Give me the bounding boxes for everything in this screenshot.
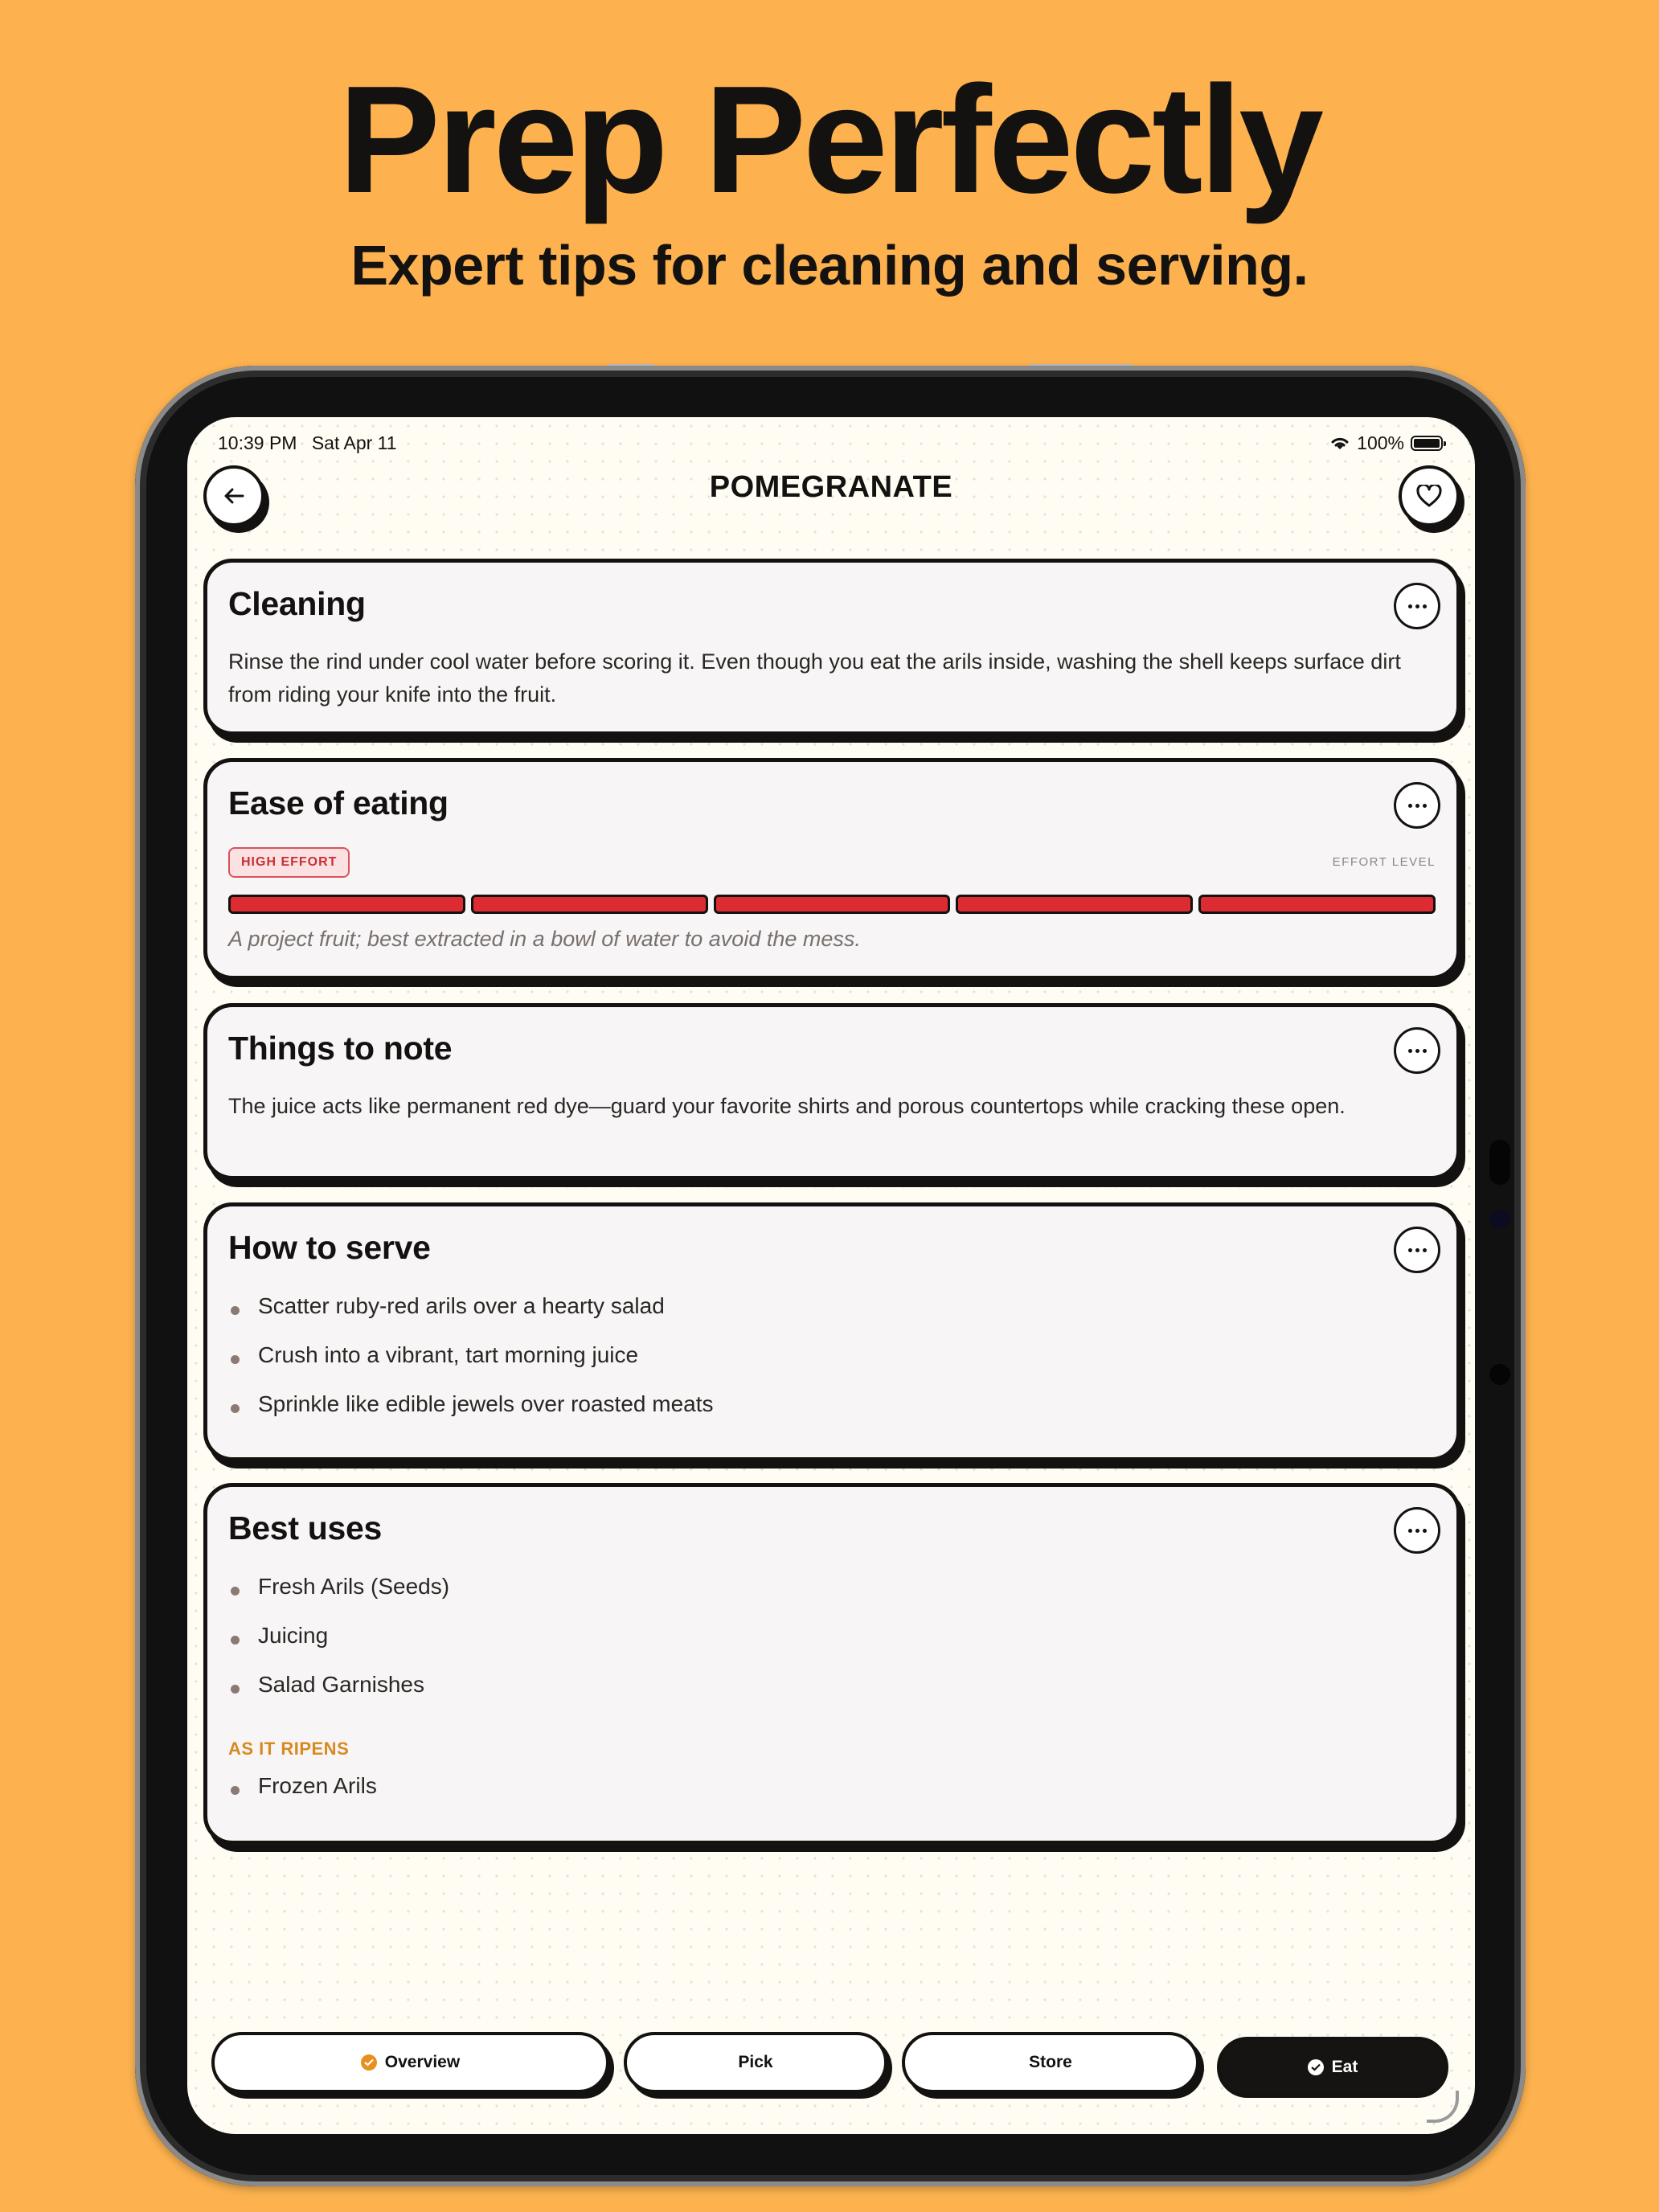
how-to-serve-card [203, 1202, 1460, 1461]
side-sensor [1489, 1140, 1510, 1185]
things-to-note-card [203, 1003, 1460, 1180]
ripens-label: AS IT RIPENS [228, 1739, 350, 1759]
card-title: How to serve [228, 1229, 431, 1266]
bottom-tab-bar [211, 2032, 1453, 2104]
app-screen [187, 417, 1475, 2134]
tab-label: Eat [1331, 2058, 1358, 2076]
more-button[interactable] [1394, 782, 1440, 829]
card-text: The juice acts like permanent red dye—guard your favorite shirts and porous countertops while cracking these open. [228, 1094, 1346, 1118]
check-icon [361, 2054, 377, 2071]
list-item: Scatter ruby-red arils over a hearty salad [228, 1290, 714, 1339]
camera-dot [1489, 1364, 1510, 1385]
effort-segment [714, 895, 951, 914]
serve-list [228, 1290, 714, 1437]
tab-store[interactable] [902, 2032, 1199, 2093]
more-icon [1408, 604, 1412, 608]
resize-corner-indicator [1427, 2091, 1459, 2123]
tab-label: Pick [738, 2053, 773, 2071]
status-time: 10:39 PM [218, 432, 297, 453]
effort-segment [956, 895, 1193, 914]
cleaning-card [203, 559, 1460, 735]
card-title: Ease of eating [228, 784, 449, 821]
more-icon [1408, 804, 1412, 808]
list-item: Sprinkle like edible jewels over roasted meats [228, 1388, 714, 1437]
tab-label: Store [1029, 2053, 1072, 2071]
card-title: Cleaning [228, 585, 366, 622]
tab-overview[interactable] [211, 2032, 609, 2093]
more-icon [1408, 1049, 1412, 1053]
card-title: Best uses [228, 1509, 383, 1546]
list-item: Fresh Arils (Seeds) [228, 1571, 449, 1620]
status-badge: HIGH EFFORT [228, 847, 350, 878]
effort-label: EFFORT LEVEL [1332, 855, 1436, 869]
more-button[interactable] [1394, 1507, 1440, 1554]
status-date: Sat Apr 11 [311, 432, 397, 453]
uses-list [228, 1571, 449, 1718]
effort-segment [1198, 895, 1436, 914]
battery-icon [1411, 436, 1443, 451]
battery-percent: 100% [1357, 432, 1404, 453]
tab-eat[interactable] [1217, 2037, 1448, 2098]
list-item: Salad Garnishes [228, 1669, 449, 1718]
check-icon [1308, 2059, 1324, 2075]
hero-title: Prep Perfectly [338, 55, 1321, 225]
list-item: Crush into a vibrant, tart morning juice [228, 1339, 714, 1388]
tab-pick[interactable] [624, 2032, 887, 2093]
effort-segment [471, 895, 708, 914]
page-title: POMEGRANATE [709, 470, 953, 504]
list-item: Juicing [228, 1620, 449, 1669]
effort-segment [228, 895, 465, 914]
best-uses-card [203, 1483, 1460, 1845]
status-bar [218, 427, 1443, 459]
card-title: Things to note [228, 1030, 453, 1067]
list-item: Frozen Arils [228, 1770, 377, 1819]
favorite-button[interactable] [1399, 465, 1460, 526]
tab-label: Overview [384, 2053, 461, 2071]
more-button[interactable] [1394, 1027, 1440, 1074]
effort-note: A project fruit; best extracted in a bowl of water to avoid the mess. [228, 927, 861, 951]
more-icon [1408, 1248, 1412, 1252]
more-icon [1408, 1529, 1412, 1533]
ease-of-eating-card [203, 758, 1460, 980]
more-button[interactable] [1394, 1227, 1440, 1273]
ripens-list [228, 1770, 377, 1819]
heart-icon [1416, 485, 1442, 507]
card-text: Rinse the rind under cool water before scoring it. Even though you eat the arils inside, washing the shell keeps surface dirt from riding your knife into the fruit. [228, 649, 1401, 707]
more-button[interactable] [1394, 583, 1440, 629]
effort-bar [228, 895, 1436, 914]
wifi-icon [1329, 435, 1350, 451]
hero-subtitle: Expert tips for cleaning and serving. [350, 234, 1309, 297]
camera-dot [1489, 1210, 1510, 1228]
